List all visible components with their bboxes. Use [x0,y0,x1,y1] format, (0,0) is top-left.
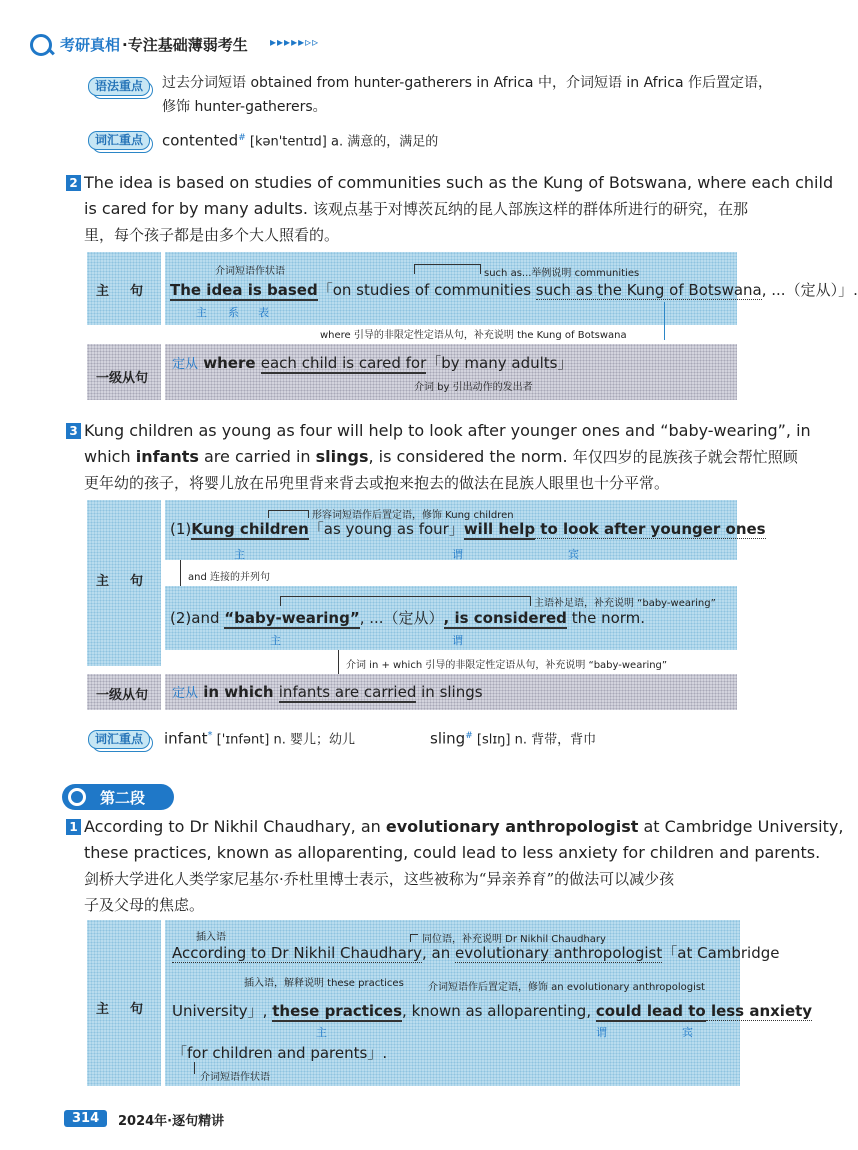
label-subject: 主 [196,306,221,319]
sentence-number: 2 [66,175,81,191]
label-subject: 主 [234,548,259,561]
arrow-line [308,510,309,518]
sentence-en-line2: these practices, known as alloparenting, could lead to less anxiety for children and parents. [84,843,821,862]
vocab-entry-infant [164,725,355,752]
r3-for: 「for children and parents」. [172,1044,388,1062]
annotation-insert: 插入语 [196,932,226,943]
sentence-en-line1: Kung children as young as four will help to look after younger ones and “baby-wearing”, in [84,421,811,440]
arrow-line [414,264,480,265]
annotation-where-clause: where 引导的非限定性定语从句，补充说明 the Kung of Botswana [320,330,627,341]
main-clause-label: 主 句 [96,284,148,299]
analysis-line-1 [172,942,780,963]
sub-where: where [198,354,261,372]
sentence-number: 1 [66,819,81,835]
vocab-definition: ['ɪnfənt] n. 婴儿；幼儿 [212,732,356,748]
sentence-en-1c: at Cambridge University, [638,817,844,836]
seg-clause: , ...（定从）」. [761,281,858,299]
page-number: 314 [64,1110,107,1127]
r2-object: less anxiety [705,1002,813,1020]
r2-predicate: could lead to [595,1002,706,1020]
p2-predicate: , is considered [443,609,567,627]
label-predicate: 谓 [596,1026,621,1039]
r1-at: 「at Cambridge [662,944,780,962]
annotation-insert-2: 插入语，解释说明 these practices [244,978,404,989]
sentence-cn-line3: 更年幼的孩子，将婴儿放在吊兜里背来背去或抱来抱去的做法在昆族人眼里也十分平常。 [84,474,670,492]
p1-subject: Kung children [191,520,309,538]
seg-subject-predicate: The idea is based [170,281,318,299]
annotation-prep-2: 介词短语作后置定语，修饰 an evolutionary anthropologist [428,982,705,993]
analysis-line-1 [170,518,766,539]
sentence-en-2a: which [84,447,136,466]
kw-anthropologist: evolutionary anthropologist [385,817,639,836]
label-predicate: 谓 [452,548,477,561]
label-predicative: 表 [258,306,283,319]
label-predicate: 谓 [452,634,477,647]
sub-in-which: in which [198,683,279,701]
p2-and: (2)and [170,609,225,627]
arrow-line [410,934,411,942]
search-logo-handle [47,48,55,56]
sentence-cn-line3: 里，每个孩子都是由多个大人照看的。 [84,226,340,244]
sentence-cn-line2: 子及父母的焦虑。 [84,896,205,914]
search-icon [68,788,86,806]
vocab-entry-sling [430,725,596,752]
arrow-line [268,510,269,518]
annotation-such-as: such as...举例说明 communities [484,268,640,279]
sub-tag: 定从 [172,357,199,372]
seg-such-as: such as the Kung of Botswana [535,281,762,299]
annotation-prep-adverbial: 介词短语作状语 [215,266,285,277]
p1-index: (1) [170,520,192,538]
arrow-line [268,510,308,511]
vocab-word: infant [164,729,208,748]
annotation-by: 介词 by 引出动作的发出者 [414,382,533,393]
grammar-tag: 语法重点 [88,77,150,96]
arrow-line [338,650,339,674]
sub-analysis-line [172,682,483,701]
sub-clause-label: 一级从句 [96,371,149,386]
p2-sentence-1 [66,814,844,918]
kw-slings: slings [315,447,369,466]
sentence-number: 3 [66,423,81,439]
footer-title: 2024年·逐句精讲 [118,1114,225,1129]
sub-rest: 「by many adults」 [426,354,573,372]
main-clause-label: 主 句 [96,1002,148,1017]
annotation-and: and 连接的并列句 [188,572,270,583]
sub-subject: each child [260,354,338,372]
header-subtitle: ·专注基础薄弱考生 [122,36,248,54]
sentence-en-line1: The idea is based on studies of communities such as the Kung of Botswana, where each child [84,173,834,192]
arrow-line [414,264,415,274]
label-object: 宾 [682,1026,707,1039]
analysis-line-2 [172,1000,812,1021]
annotation-adverbial: 介词短语作状语 [200,1072,270,1083]
label-subject: 主 [316,1026,341,1039]
main-clause-label: 主 句 [96,574,148,589]
header-brand: 考研真相 [60,36,121,54]
arrow-line [194,1062,195,1074]
p1-object: to look after younger ones [535,520,766,538]
annotation-adj-phrase: 形容词短语作后置定语，修饰 Kung children [312,510,514,521]
vocab-mark: # [465,731,473,741]
seg-prep: 「on studies of communities [317,281,536,299]
arrow-line [280,596,530,597]
label-object: 宾 [568,548,593,561]
sentence-cn-line2: 该观点基于对博茨瓦纳的昆人部族这样的群体所进行的研究，在那 [313,200,749,218]
sub-analysis-line [172,352,572,373]
vocab-mark: * [207,730,213,741]
sub-predicate: is cared for [337,354,427,372]
kw-infants: infants [135,447,199,466]
grammar-text-line1: 过去分词短语 obtained from hunter-gatherers in Africa 中，介词短语 in Africa 作后置定语， [162,75,772,91]
annotation-subj-comp: 主语补足语，补充说明 “baby-wearing” [534,598,716,609]
sentence-cn-line1: 剑桥大学进化人类学家尼基尔·乔杜里博士表示，这些被称为“异亲养育”的做法可以减少孩 [84,870,675,888]
analysis-line [170,279,858,300]
arrow-line [410,934,418,935]
vocab-mark: # [238,133,246,143]
r2-comma: , [262,1002,273,1020]
arrow-line [530,596,531,606]
sub-clause-label: 一级从句 [96,688,149,703]
analysis-line-2 [170,607,645,628]
sub-rest: in slings [416,683,483,701]
sentence-en-2c: are carried in [198,447,316,466]
r1-an: , an [422,944,456,962]
r1-according: According to Dr Nikhil Chaudhary [172,944,422,962]
vocab-word: contented [162,131,239,150]
r2-subject: these practices [272,1002,403,1020]
arrow-line [664,302,665,340]
r2-known: , known as alloparenting, [402,1002,596,1020]
arrow-line [180,560,181,586]
vocab-tag: 词汇重点 [88,131,150,150]
section-title: 第二段 [100,789,146,807]
arrow-line [280,596,281,606]
label-subject: 主 [270,634,295,647]
header-arrows: ▸▸▸▸▸▹▹ [270,35,320,49]
arrow-line [480,264,481,274]
p2-clause: , ...（定从） [359,609,444,627]
sub-subject: infants [278,683,331,701]
analysis-line-3 [172,1042,387,1063]
annotation-appositive: 同位语，补充说明 Dr Nikhil Chaudhary [422,934,606,945]
sub-tag: 定从 [172,686,199,701]
p1-predicate: will help [463,520,536,538]
vocab-definition: [slɪŋ] n. 背带，背巾 [472,732,597,748]
grammar-text-line2: 修饰 hunter-gatherers。 [162,99,327,115]
search-logo-icon [30,34,52,56]
sentence-2 [66,170,834,248]
vocab-definition: [kən'tentɪd] a. 满意的，满足的 [245,134,439,150]
sub-predicate: are carried [330,683,417,701]
label-linking: 系 [228,306,253,319]
p2-norm: the norm. [566,609,646,627]
sentence-cn-line2: 年仅四岁的昆族孩子就会帮忙照顾 [572,448,798,466]
sentence-en-2e: , is considered the norm. [368,447,573,466]
annotation-in-which: 介词 in + which 引导的非限定性定语从句，补充说明 “baby-wearing” [346,660,668,671]
sentence-en-line2: is cared for by many adults. [84,199,313,218]
p2-subject: “baby-wearing” [224,609,360,627]
vocab-tag: 词汇重点 [88,730,150,749]
p1-adj: 「as young as four」 [308,520,464,538]
sentence-en-1a: According to Dr Nikhil Chaudhary, an [84,817,386,836]
vocab-entry [162,127,438,154]
vocab-word: sling [430,729,466,748]
sentence-3 [66,418,811,496]
section-header [62,784,174,810]
r2-university: University」 [172,1002,263,1020]
r1-anthropologist: evolutionary anthropologist [455,944,663,962]
